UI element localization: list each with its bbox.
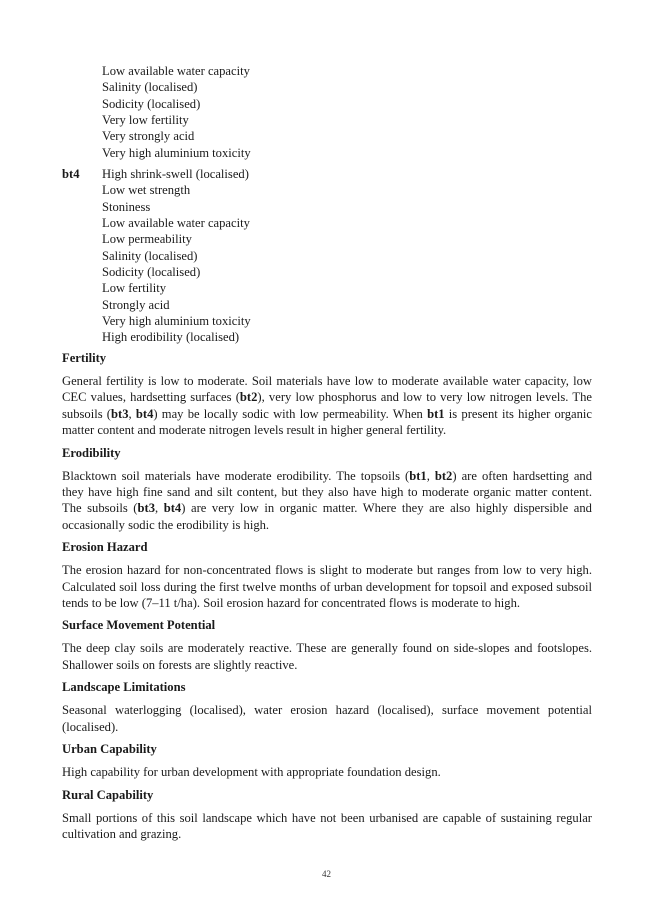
sections-container: [62, 350, 592, 842]
limitation-item: Low fertility: [102, 281, 167, 296]
urban-capability-heading: Urban Capability: [62, 742, 157, 757]
limitation-item: High shrink-swell (localised): [102, 167, 249, 181]
limitation-item: Sodicity (localised): [102, 265, 201, 280]
limitation-item: Very high aluminium toxicity: [102, 314, 251, 329]
rural-capability-paragraph: [62, 810, 592, 843]
limitation-item: Low available water capacity: [102, 64, 250, 78]
limitation-item: Salinity (localised): [102, 80, 198, 95]
soil-code-reference: bt3: [111, 406, 129, 421]
soil-code-reference: bt3: [137, 501, 155, 516]
erodibility-section: [62, 445, 592, 534]
limitation-item: Very high aluminium toxicity: [102, 145, 251, 160]
soil-code-reference: bt2: [239, 390, 258, 405]
urban-capability-section: [62, 741, 592, 780]
soil-code-reference: bt4: [163, 501, 182, 516]
limitation-item: High erodibility (localised): [102, 330, 240, 345]
paragraph-text: High capability for urban development with appropriate foundation design.: [62, 765, 441, 780]
limitation-item: Very low fertility: [102, 113, 189, 128]
erosion-hazard-heading: Erosion Hazard: [62, 540, 148, 555]
paragraph-text: The deep clay soils are moderately reactive. These are generally found on side-slopes and footslopes. Shallower soils on forests are slightly reactive.: [62, 641, 592, 672]
paragraph-text: Seasonal waterlogging (localised), water erosion hazard (localised), surface movement potential (localised).: [62, 703, 592, 734]
fertility-section: [62, 350, 592, 439]
soil-code-reference: bt4: [135, 406, 154, 421]
surface-movement-heading: Surface Movement Potential: [62, 618, 216, 633]
limitations-row-continued: [62, 63, 602, 161]
paragraph-text: The erosion hazard for non-concentrated flows is slight to moderate but ranges from low to very high. Calculated soil loss during the first twelve months of urban development for topsoil and exposed subsoil tends to be low (7–11 t/ha). Soil erosion hazard for concentrated flows is moderate to high.: [62, 563, 592, 611]
paragraph-text: ), very low phosphorus and low to very low nitrogen levels. The subsoils (: [62, 390, 592, 421]
paragraph-text: General fertility is low to moderate. Soil materials have low to moderate available water capacity, low CEC values, hardsetting surfaces (: [62, 374, 592, 405]
erodibility-paragraph: [62, 468, 592, 534]
page-number: 42: [322, 869, 331, 879]
rural-capability-section: [62, 787, 592, 843]
surface-movement-paragraph: [62, 640, 592, 673]
paragraph-text: ,: [128, 406, 136, 421]
limitation-item: Strongly acid: [102, 297, 170, 312]
landscape-limitations-section: [62, 679, 592, 735]
continued-limitations-list: [62, 63, 602, 161]
soil-code-label: bt4: [62, 167, 80, 181]
soil-code-label: [62, 63, 102, 161]
paragraph-text: Small portions of this soil landscape which have not been urbanised are capable of sustaining regular cultivation and grazing.: [62, 810, 592, 841]
landscape-limitations-heading: Landscape Limitations: [62, 680, 186, 695]
soil-code-reference: bt2: [434, 468, 453, 483]
limitation-item: Low wet strength: [102, 183, 191, 198]
fertility-heading: Fertility: [62, 351, 107, 365]
limitation-item: Low permeability: [102, 232, 192, 247]
urban-capability-paragraph: [62, 764, 592, 780]
paragraph-text: ) are very low in organic matter. Where they are also highly dispersible and occasionally sodic the erodibility is high.: [62, 501, 592, 532]
bt4-limitations-list: [62, 166, 602, 346]
rural-capability-heading: Rural Capability: [62, 787, 154, 802]
surface-movement-section: [62, 617, 592, 673]
erodibility-heading: Erodibility: [62, 445, 121, 460]
limitation-item: Low available water capacity: [102, 216, 250, 231]
landscape-limitations-paragraph: [62, 702, 592, 735]
paragraph-text: is present its higher organic matter content and moderate nitrogen levels result in higher general fertility.: [62, 406, 593, 438]
soil-code-reference: bt1: [409, 468, 427, 483]
paragraph-text: ) are often hardsetting and they have high fine sand and silt content, but they also have high to moderate organic matter content. The subsoils (: [62, 468, 593, 516]
limitations-row-bt4: [62, 166, 602, 346]
paragraph-text: Blacktown soil materials have moderate erodibility. The topsoils (: [62, 468, 410, 483]
fertility-paragraph: [62, 373, 592, 439]
soil-code-reference: bt1: [427, 406, 445, 421]
paragraph-text: ) may be locally sodic with low permeability. When: [153, 406, 428, 421]
limitation-item: Stoniness: [102, 199, 151, 214]
paragraph-text: ,: [155, 501, 164, 516]
limitation-item: Very strongly acid: [102, 129, 195, 144]
limitation-item: Sodicity (localised): [102, 96, 201, 111]
limitation-item: Salinity (localised): [102, 248, 198, 263]
erosion-hazard-section: [62, 539, 592, 611]
erosion-hazard-paragraph: [62, 562, 592, 611]
paragraph-text: ,: [426, 468, 435, 483]
